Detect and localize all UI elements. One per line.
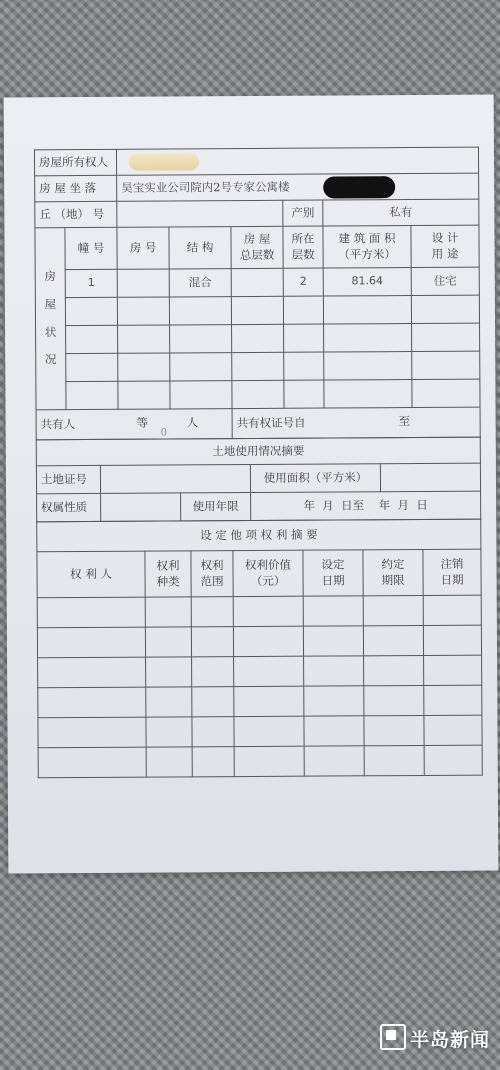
coowner-count: 0 [160, 427, 168, 439]
certificate-page [4, 95, 499, 874]
row1-structure: 混合 [169, 269, 231, 297]
land-nature-value [101, 493, 181, 521]
table-row [38, 745, 482, 778]
house-status-label: 房 屋 状 况 [35, 228, 66, 410]
news-watermark [380, 1024, 490, 1052]
owner-label: 房屋所有权人 [34, 149, 116, 176]
coowner-deng: 等 [136, 415, 149, 430]
table-row [38, 685, 482, 718]
watermark-logo-icon [380, 1024, 406, 1050]
parcel-value [117, 200, 283, 227]
col-set-date: 设定 日期 [303, 550, 363, 596]
col-right-value: 权利价值 （元） [233, 550, 303, 596]
land-area-value [380, 463, 480, 492]
table-row [37, 625, 481, 658]
land-term-label: 使用年限 [181, 493, 251, 521]
col-cancel-date: 注销 日期 [423, 549, 481, 595]
row1-total-floors [231, 268, 283, 296]
row1-area: 81.64 [323, 268, 411, 297]
table-row [38, 655, 482, 688]
parcel-label: 丘 （地） 号 [35, 201, 117, 228]
row1-room-no [117, 269, 169, 297]
property-type-value: 私有 [323, 199, 479, 226]
land-term-value: 年 月 日至 年 月 日 [251, 491, 481, 520]
table-row [36, 351, 480, 382]
house-info-table [34, 147, 481, 441]
location-label: 房 屋 坐 落 [35, 175, 117, 202]
land-nature-label: 权属性质 [37, 493, 101, 521]
row1-purpose: 住宅 [411, 267, 479, 295]
coowner-ren: 人 [186, 415, 199, 430]
owner-redaction [129, 153, 199, 170]
coowner-cert-cell [232, 407, 480, 439]
table-row [38, 715, 482, 748]
row1-floor: 2 [283, 268, 323, 296]
land-cert-label: 土地证号 [36, 465, 100, 493]
table-row [36, 379, 480, 410]
owner-value-redacted [116, 147, 478, 175]
col-room-no: 房 号 [117, 227, 169, 269]
col-right-holder: 权 利 人 [37, 551, 145, 598]
land-cert-value [100, 465, 250, 494]
land-area-label: 使用面积（平方米） [250, 464, 380, 493]
row1-building-no: 1 [65, 269, 117, 297]
col-building-no: 幢 号 [65, 227, 117, 269]
location-value: 昊宝实业公司院内2号专家公寓楼 [121, 179, 290, 195]
col-structure: 结 构 [169, 227, 231, 269]
land-section-title: 土地使用情况摘要 [36, 437, 480, 466]
other-rights-title: 设 定 他 项 权 利 摘 要 [37, 519, 481, 552]
col-area: 建 筑 面 积 （平方米） [323, 226, 411, 269]
table-row [35, 267, 479, 298]
property-type-label: 产别 [283, 200, 323, 226]
coowner-cell [36, 409, 232, 440]
watermark-text: 半岛新闻 [409, 1029, 490, 1051]
location-value-cell [117, 173, 479, 201]
location-redaction [323, 176, 395, 198]
col-agreed-term: 约定 期限 [363, 549, 423, 595]
table-row [35, 295, 479, 326]
land-usage-table [36, 437, 482, 523]
coowner-cert-to: 至 [398, 414, 411, 429]
col-total-floors: 房 屋 总层数 [231, 226, 283, 268]
other-rights-table [36, 519, 483, 779]
certificate-form [34, 147, 482, 850]
coowner-label: 共有人 [40, 416, 76, 432]
table-row [36, 323, 480, 354]
table-row [37, 595, 481, 628]
col-right-type: 权利 种类 [145, 551, 191, 597]
col-purpose: 设 计 用 途 [411, 225, 479, 267]
col-right-scope: 权利 范围 [191, 551, 233, 597]
coowner-cert-label: 共有权证号自 [236, 415, 306, 430]
col-floor: 所在 层数 [283, 226, 323, 268]
